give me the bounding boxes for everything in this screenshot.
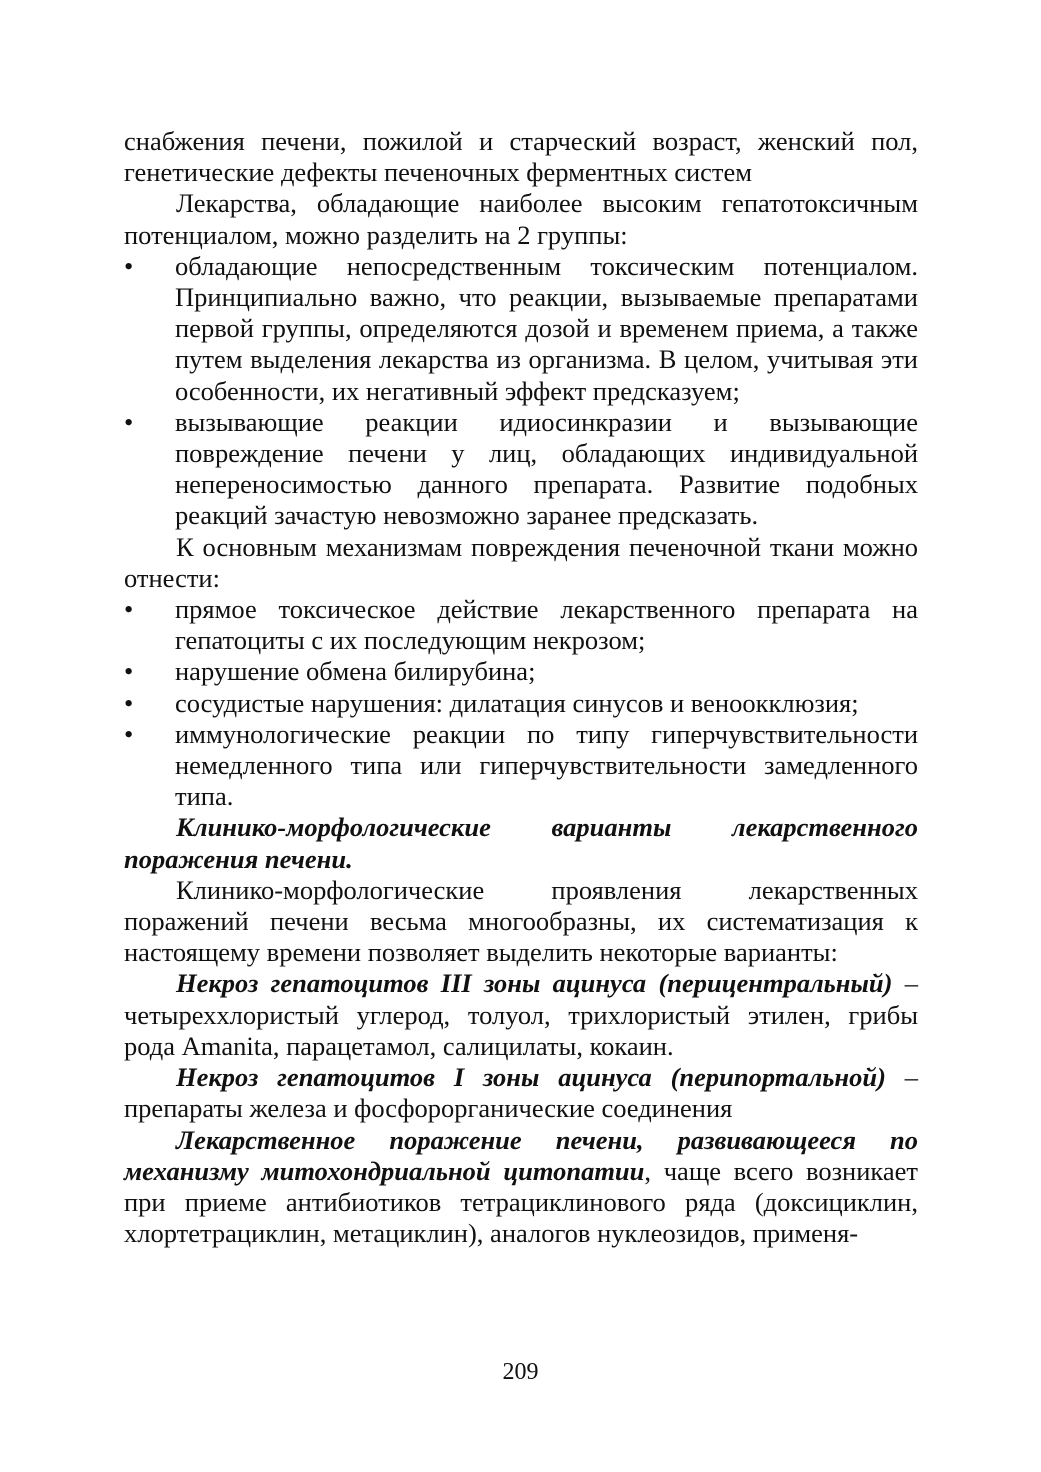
list-item-text: сосудистые нарушения: дилатация синусов и веноокклюзия;: [175, 687, 859, 718]
bullet-icon: •: [124, 718, 134, 749]
bullet-icon: •: [124, 250, 134, 281]
paragraph-zone-iii-necrosis: [124, 968, 918, 1062]
list-item-text: вызывающие реакции идиосинкразии и вызывающие повреждение печени у лиц, обладающих индивидуальной непереносимостью данного препарата. Развитие подобных реакций зачастую невозможно заранее предсказать.: [175, 406, 918, 531]
paragraph-text: – препараты железа и фосфорорганические соединения: [124, 1062, 919, 1124]
paragraph-text: – четыреххлористый углерод, толуол, трихлористый этилен, грибы рода Amanita, парацетамол, салицилаты, кокаин.: [124, 968, 919, 1061]
bullet-icon: •: [124, 594, 134, 625]
list-item: [124, 407, 918, 532]
page-body: [124, 126, 918, 1249]
list-item: [124, 594, 918, 656]
list-item: [124, 719, 918, 813]
bullet-icon: •: [124, 406, 134, 437]
list-item: [124, 251, 918, 407]
paragraph-mitochondrial-cytopathy: [124, 1125, 918, 1250]
bullet-icon: •: [124, 687, 134, 718]
paragraph-variants-intro: Клинико-морфологические проявления лекарственных поражений печени весьма многообразны, их систематизация к настоящему времени позволяет выделить некоторые варианты:: [124, 874, 918, 968]
list-item-text: обладающие непосредственным токсическим потенциалом. Принципиально важно, что реакции, вызываемые препаратами первой группы, определяются дозой и временем приема, а также путем выделения лекарства из организма. В целом, учитывая эти особенности, их негативный эффект предсказуем;: [175, 250, 918, 406]
list-item-text: прямое токсическое действие лекарственного препарата на гепатоциты с их последующим некрозом;: [175, 594, 918, 656]
paragraph-text: , чаще всего возникает при приеме антибиотиков тетрациклинового ряда (доксициклин, хлортетрациклин, метациклин), аналогов нуклеозидов, применя-: [124, 1155, 918, 1249]
list-item: [124, 688, 918, 719]
paragraph-groups-intro: Лекарства, обладающие наиболее высоким гепатотоксичным потенциалом, можно разделить на 2 группы:: [124, 188, 918, 250]
paragraph-zone-i-necrosis: [124, 1062, 918, 1124]
term-mitochondrial-cytopathy: Лекарственное поражение печени, развивающееся по механизму митохондриальной цитопатии: [124, 1124, 918, 1186]
bullet-icon: •: [124, 656, 134, 687]
page-number: 209: [502, 1359, 539, 1385]
term-zone-iii-necrosis: Некроз гепатоцитов III зоны ацинуса (перицентральный): [176, 968, 893, 999]
list-damage-mechanisms: [124, 594, 918, 812]
term-zone-i-necrosis: Некроз гепатоцитов I зоны ацинуса (перипортальной): [176, 1062, 886, 1093]
section-heading: Клинико-морфологические варианты лекарственного поражения печени.: [124, 812, 918, 874]
list-item-text: иммунологические реакции по типу гиперчувствительности немедленного типа или гиперчувствительности замедленного типа.: [175, 718, 918, 812]
list-item: [124, 656, 918, 687]
paragraph-mechanisms-intro: К основным механизмам повреждения печеночной ткани можно отнести:: [124, 531, 918, 593]
paragraph-continuation: снабжения печени, пожилой и старческий возраст, женский пол, генетические дефекты печеночных ферментных систем: [124, 126, 918, 188]
list-item-text: нарушение обмена билирубина;: [175, 656, 536, 687]
list-hepatotoxic-groups: [124, 251, 918, 532]
